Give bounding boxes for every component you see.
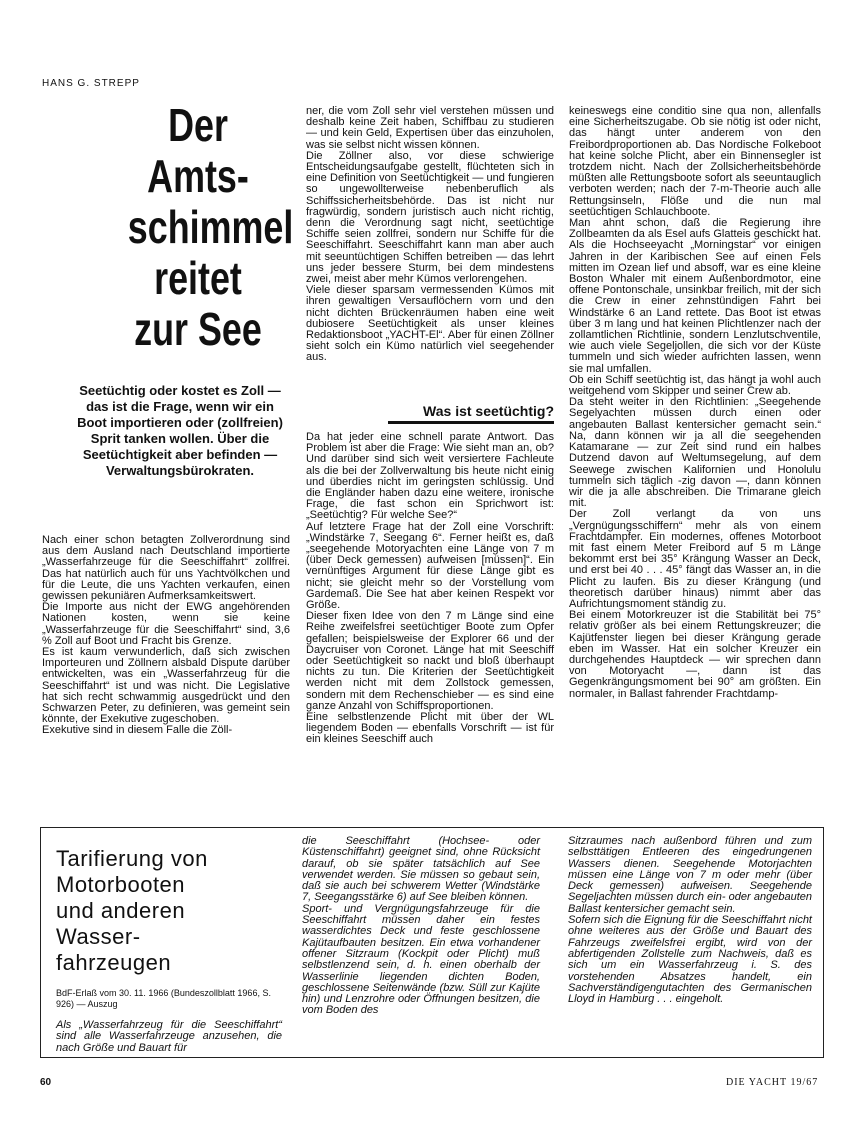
headline [127, 99, 294, 355]
article-column-1 [42, 535, 290, 737]
headline-line: Der [168, 99, 228, 151]
headline-line: reitet [154, 252, 242, 304]
headline-line: zur See [134, 303, 262, 355]
author-byline: HANS G. STREPP [42, 78, 140, 89]
article-column-3 [569, 106, 821, 700]
headline-line: Amts- [147, 150, 249, 202]
info-box-title-line: fahrzeugen [56, 950, 172, 975]
paragraph: Die Importe aus nicht der EWG angehörenden Nationen kosten, wenn sie keine „Wasserfahrzeuge für die Seeschiffahrt“ sind, 3,6 % Zoll auf Boot und Fracht bis Grenze. [42, 601, 290, 647]
paragraph: Dieser fixen Idee von den 7 m Länge sind eine Reihe zweifelsfrei seetüchtiger Boote zum Opfer gefallen; beispielsweise der Explorer 66 und der Daycruiser von Coronet. Länge hat mit Seeschiff oder Seetüchtigkeit so nackt und bloß überhaupt nichts zu tun. Die Kriterien der Seetüchtigkeit werden nicht mit dem Zollstock gemessen, sondern mit dem Rechenschieber — es sind eine ganze Anzahl von Schiffsproportionen. [306, 610, 554, 712]
section-subhead: Was ist seetüchtig? [388, 403, 554, 424]
info-box-column-1 [56, 1020, 282, 1054]
paragraph: Der Zoll verlangt da von uns „Vergnügungsschiffern“ mehr als von einem Frachtdampfer. Ein modernes, offenes Motorboot mit fast einem Meter Freibord auf 5 m Länge bekommt erst bei 35° Krängung Wasser an Deck, und erst bei 40 . . . 45° fängt das Wasser an, in die Plicht zu laufen. Bis zu dieser Krängung (und theoretisch darüber hinaus) nimmt aber das Aufrichtungsmoment ständig zu. [569, 508, 821, 610]
info-box-title-line: und anderen [56, 898, 186, 923]
paragraph: die Seeschiffahrt (Hochsee- oder Küstenschiffahrt) geeignet sind, ohne Rücksicht darauf, ob sie später tatsächlich auf See verwendet werden. Sie müssen so gebaut sein, daß sie auch bei schwerem Wetter (Windstärke 7, Seegangsstärke 6) auf See bleiben können. [302, 835, 540, 904]
info-box-title-line: Tarifierung von [56, 846, 208, 871]
paragraph: Ob ein Schiff seetüchtig ist, das hängt ja wohl auch weitgehend vom Skipper und seiner Crew ab. [569, 373, 821, 398]
magazine-issue: DIE YACHT 19/67 [726, 1077, 819, 1088]
paragraph: Als „Wasserfahrzeug für die Seeschiffahrt“ sind alle Wasserfahrzeuge anzusehen, die nach Größe und Bauart für [56, 1019, 282, 1054]
paragraph: ner, die vom Zoll sehr viel verstehen müssen und deshalb keine Zeit haben, Schiffbau zu studieren — und kein Geld, Expertisen über das einzuholen, was sie selbst nicht wissen können. [306, 105, 554, 151]
paragraph: Auf letztere Frage hat der Zoll eine Vorschrift: „Windstärke 7, Seegang 6“. Ferner heißt es, daß „seegehende Motoryachten eine Länge von 7 m (über Deck gemessen) aufweisen [müssen]“. Ein vernünftiges Argument für diese Länge gibt es nicht; sie gleicht mehr so der Vorstellung vom Gardemaß. Die See hat aber keinen Respekt vor Größe. [306, 520, 554, 612]
paragraph: Eine selbstlenzende Plicht mit über der WL liegendem Boden — ebenfalls Vorschrift — ist für ein kleines Seeschiff auch [306, 711, 554, 746]
deck-intro: Seetüchtig oder kostet es Zoll — das ist die Frage, wenn wir ein Boot importieren oder (zollfreien) Sprit tanken wollen. Über die Seetüchtigkeit aber befinden — Verwaltungsbürokraten. [77, 383, 283, 478]
info-box-title-line: Motorbooten [56, 872, 186, 897]
paragraph: Sitzraumes nach außenbord führen und zum selbsttätigen Entleeren des eingedrungenen Wassers dienen. Seegehende Motorjachten müssen eine Länge von 7 m oder mehr (über Deck gemessen) aufweisen. Seegehende Segeljachten müssen durch ein- oder angebauten Ballast kentersicher gemacht sein. [568, 835, 812, 915]
paragraph: Sofern sich die Eignung für die Seeschiffahrt nicht ohne weiteres aus der Größe und Bauart des Fahrzeugs zweifelsfrei ergibt, wird von der abfertigenden Zollstelle zum Nachweis, daß es sich um ein Wasserfahrzeug i. S. des vorstehenden Absatzes handelt, ein Sachverständigengutachten des Germanischen Lloyd in Hamburg . . . eingeholt. [568, 914, 812, 1006]
article-column-2-bottom [306, 432, 554, 746]
paragraph: Es ist kaum verwunderlich, daß sich zwischen Importeuren und Zöllnern alsbald Dispute darüber entwickelten, was ein „Wasserfahrzeug für die Seeschiffahrt“ ist und was nicht. Die Legislative hat sich recht schwammig ausgedrückt und den Schwarzen Peter, zu definieren, was gemeint sein könnte, der Exekutive zugeschoben. [42, 646, 290, 726]
paragraph: Sport- und Vergnügungsfahrzeuge für die Seeschiffahrt müssen daher ein festes wasserdichtes Deck und feste geschlossene Kajütaufbauten besitzen. Ein etwa vorhandener offener Sitzraum (Kockpit oder Plicht) muß selbstlenzend sein, d. h. einen oberhalb der Wasserlinie liegenden dichten Boden, geschlossene Seitenwände (bzw. Süll zur Kajüte hin) und Lenzrohre oder Öffnungen besitzen, die vom Boden des [302, 902, 540, 1017]
paragraph: Da hat jeder eine schnell parate Antwort. Das Problem ist aber die Frage: Wie sieht man an, ob? Und darüber sind sich weit versiertere Fachleute als die bei der Zollverwaltung bis heute nicht einig und überdies nicht im geringsten schlüssig. Und die Engländer haben dazu eine weitere, ironische Frage, die fast schon ein Sprichwort ist: „Seetüchtig? Für welche See?“ [306, 431, 554, 522]
headline-line: schimmel [127, 201, 294, 253]
paragraph: Nach einer schon betagten Zollverordnung sind aus dem Ausland nach Deutschland importierte „Wasserfahrzeuge für die Seeschiffahrt“ zollfrei. Das hat natürlich auch für uns Yachtvölkchen und für die Leute, die uns Yachten verkaufen, einen gewissen pekuniären Aufmerksamkeitswert. [42, 534, 290, 603]
paragraph: Da steht weiter in den Richtlinien: „Seegehende Segelyachten müssen durch einen oder angebauten Ballast kentersicher gemacht sein.“ Na, dann können wir ja all die seegehenden Katamarane — zur Zeit sind rund ein halbes Dutzend davon auf Weltumsegelung, auf dem Seewege zwischen Kalifornien und Honolulu tummeln sich täglich -zig davon —, dann können wir die ja alle abschreiben. Die Trimarane gleich mit. [569, 396, 821, 510]
info-box-title [56, 846, 284, 976]
info-box-column-3 [568, 836, 812, 1005]
paragraph: Bei einem Motorkreuzer ist die Stabilität bei 75° relativ größer als bei einem Rettungskreuzer; die Kajütfenster liegen bei dieser Krängung gerade eben im Wasser. Hat ein solcher Kreuzer ein durchgehendes Hauptdeck — wir sprechen dann von Motoryacht —, dann ist das Gegenkrängungsmoment bei 90° am größten. Ein normaler, in Ballast fahrender Frachtdamp- [569, 609, 821, 700]
paragraph: Die Zöllner also, vor diese schwierige Entscheidungsaufgabe gestellt, flüchteten sich in eine Definition von Seetüchtigkeit — und fungieren so ungewollterweise nebenberuflich als Schiffssicherheitsbehörde. Das ist nicht nur fragwürdig, sondern juristisch auch nicht richtig, denn die Verordnung sagt nicht, seetüchtige Schiffe seien zollfrei, sondern nur Schiffe für die Seeschiffahrt. Seeschiffahrt kann man aber auch mit seeuntüchtigen Schiffen betreiben — das lehrt uns jeder bessere Sturm, bei dem mindestens zwei, meist aber mehr Kümos verlorengehen. [306, 149, 554, 286]
paragraph: Exekutive sind in diesem Falle die Zöll- [42, 724, 233, 737]
paragraph: Man ahnt schon, daß die Regierung ihre Zollbeamten da als Esel aufs Glatteis geschickt hat. Als die Hochseeyacht „Morningstar“ vor einigen Jahren in der Karibischen See auf einen Fels mitten im Ozean lief und absoff, war es eine kleine Boston Whaler mit einem Außenbordmotor, eine offene Pontonschale, unsinkbar freilich, mit der sich die Crew in einer zehnstündigen Fahrt bei Windstärke 6 an Land rettete. Das Boot ist etwas über 3 m lang und hat keinen Plichtlenzer nach der zollamtlichen Richtlinie, sondern Lenzlutschventile, wie auch viele Segeljollen, die sich vor der Küste tummeln und sich wieder aufrichten lassen, wenn sie mal umfallen. [569, 217, 821, 375]
paragraph: Viele dieser sparsam vermessenden Kümos mit ihren gewaltigen Versauflöchern vorn und den nicht dichten Brückenräumen haben eine weit dubiosere Seetüchtigkeit als unser kleines Redaktionsboot „YACHT-El“. Aber für einen Zöllner sieht solch ein Kümo natürlich viel seegehender aus. [306, 284, 554, 364]
info-box-column-2 [302, 836, 540, 1017]
paragraph: keineswegs eine conditio sine qua non, allenfalls eine Sicherheitszugabe. Ob sie nötig ist oder nicht, das hängt unter anderem von den Freibordproportionen ab. Das Nordische Folkeboot hat keine solche Plicht, aber ein Binnensegler ist trotzdem nicht. Nach der Zollsicherheitsbehörde müßten alle Rettungsboote sofort als seeuntauglich verboten werden; nach der 7-m-Theorie auch alle Rettungsinseln, Flöße und die nun mal seetüchtigen Schlauchboote. [569, 105, 821, 218]
article-column-2-top [306, 106, 554, 364]
info-box-title-line: Wasser- [56, 924, 141, 949]
page-number: 60 [40, 1077, 52, 1088]
info-box-citation: BdF-Erlaß vom 30. 11. 1966 (Bundeszollblatt 1966, S. 926) — Auszug [56, 988, 271, 1009]
